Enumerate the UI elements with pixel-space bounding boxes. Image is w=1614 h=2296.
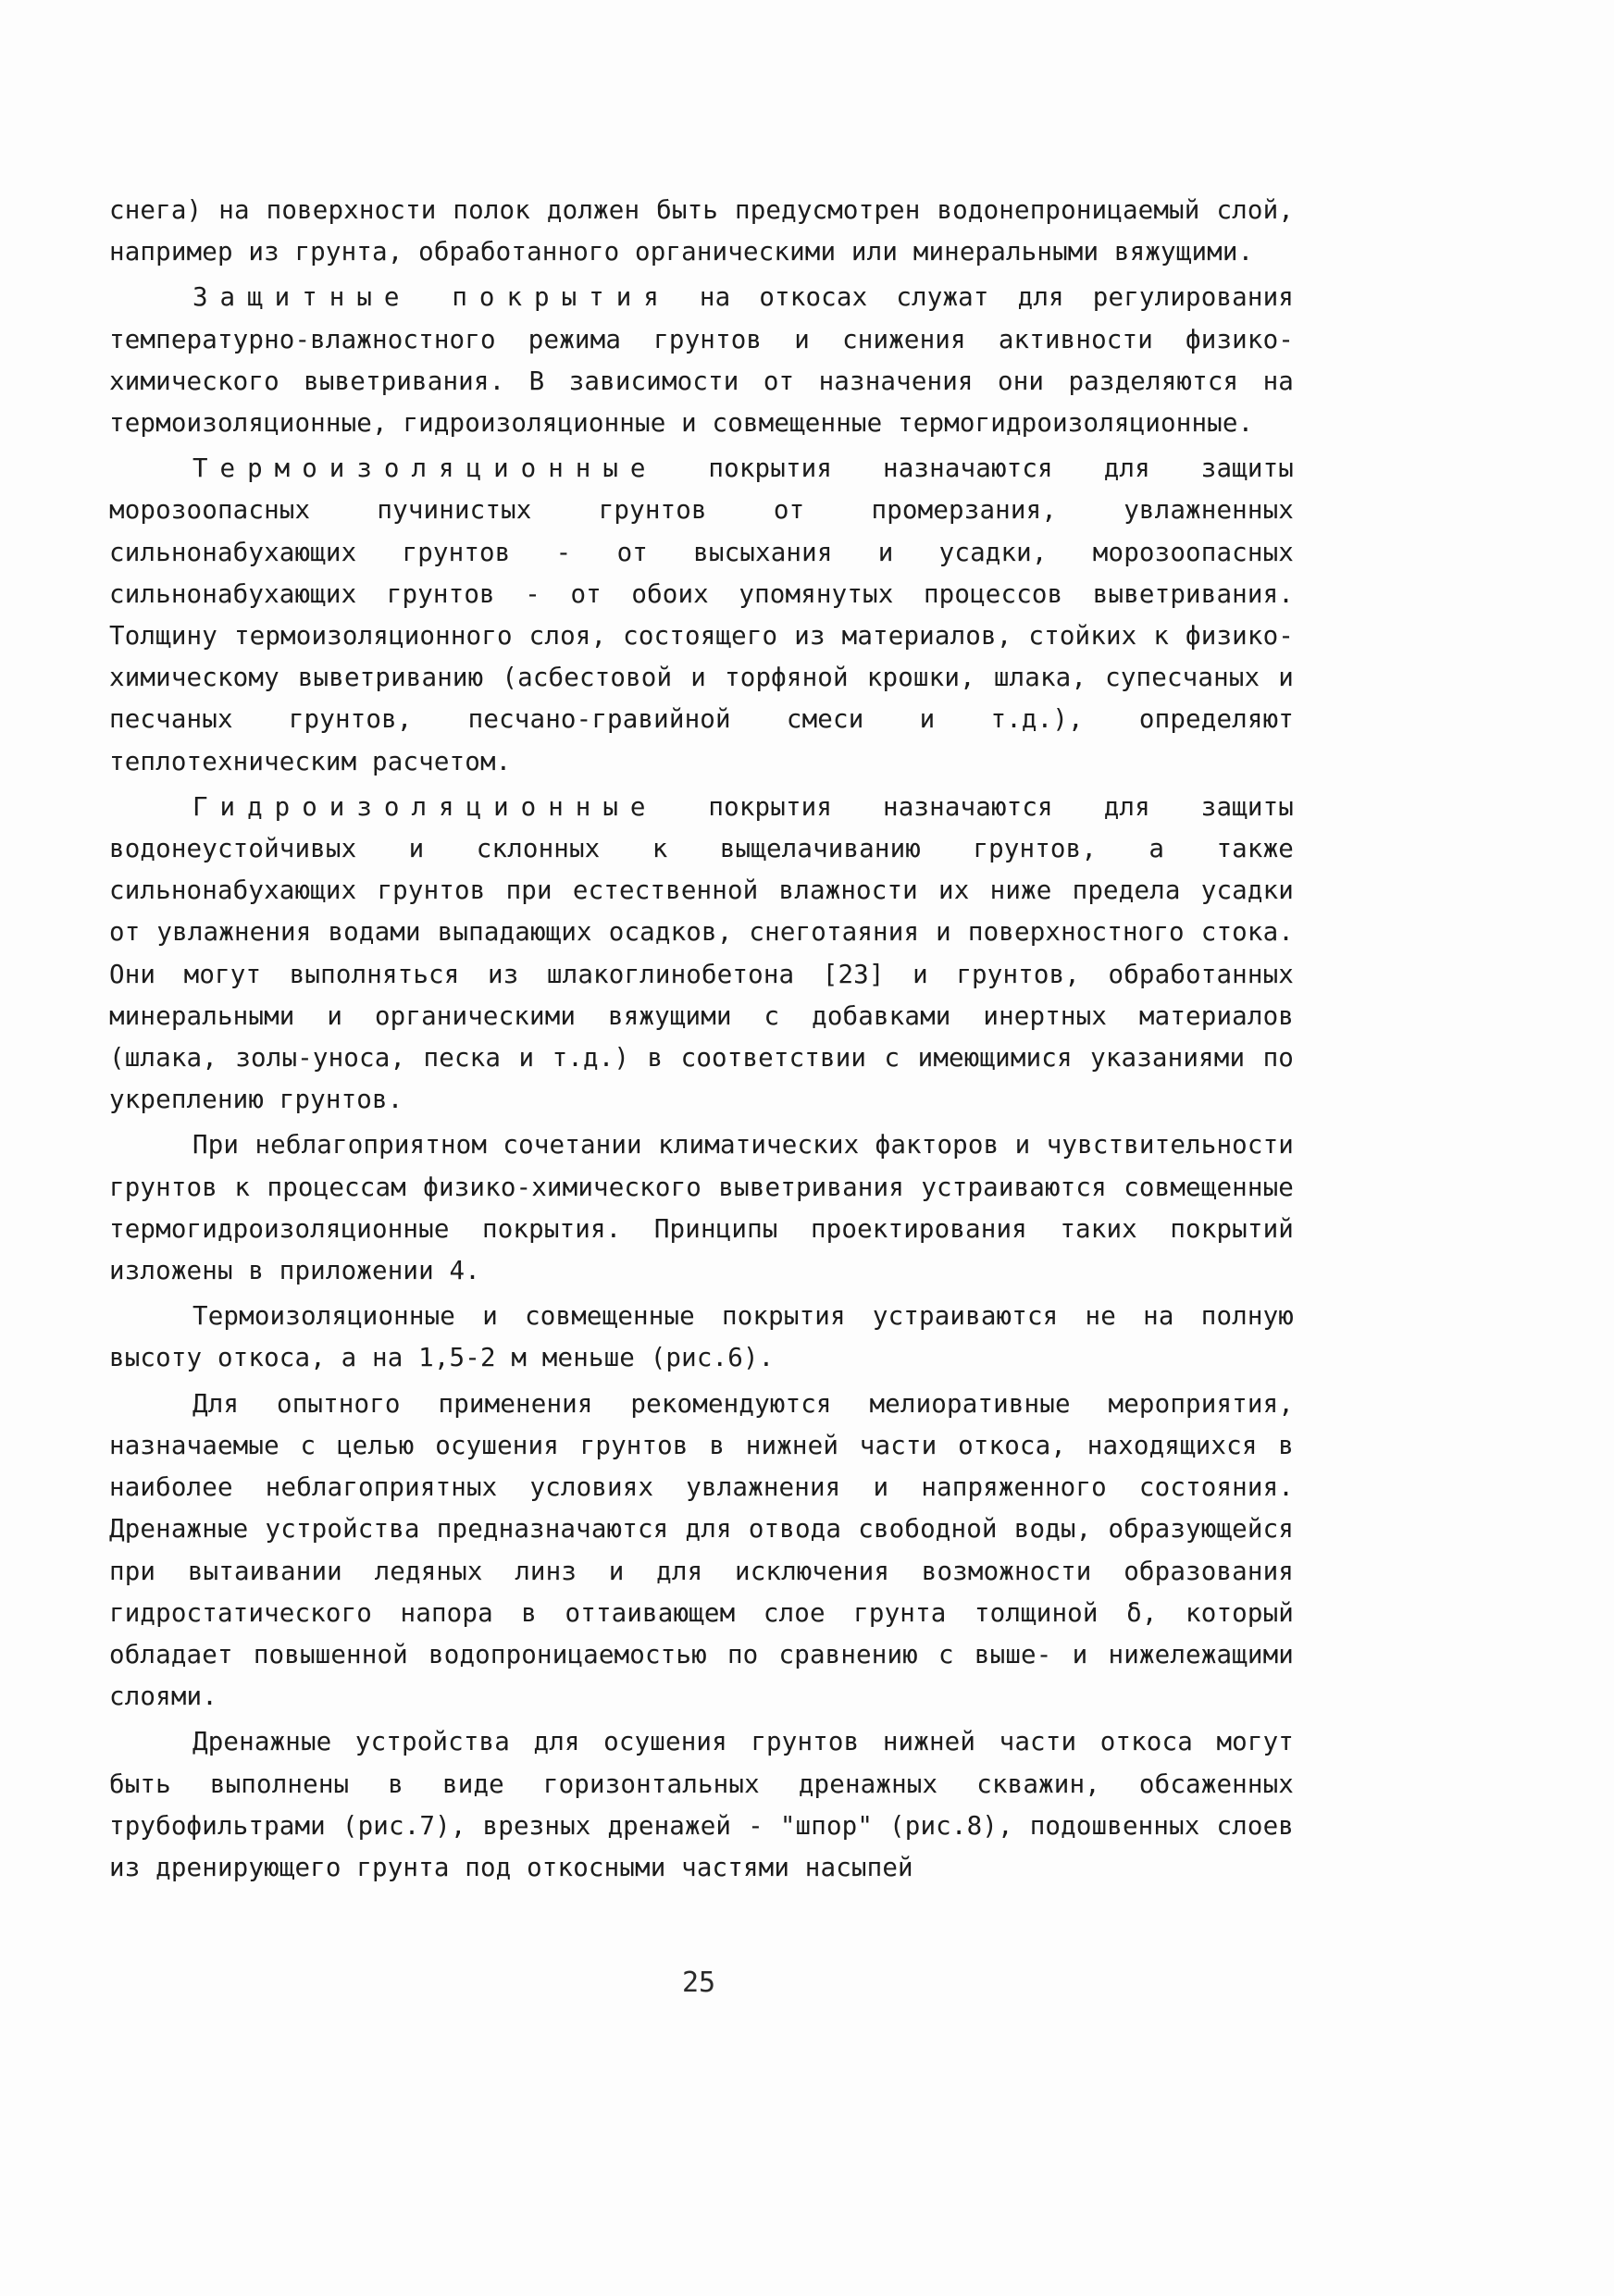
- paragraph-4-lead: Гидроизоляционные: [192, 791, 658, 822]
- paragraph-3-text: покрытия назначаются для защиты морозоопасных пучинистых грунтов от промерзания, увлажненных сильнонабухающих грунтов - от высыхания и усадки, морозоопасных сильнонабухающих грунтов - от обоих упомянутых процессов выветривания. Толщину термоизоляционного слоя, состоящего из материалов, стойких к физико-химическому выветриванию (асбестовой и торфяной крошки, шлака, супесчаных и песчаных грунтов, песчано-гравийной смеси и т.д.), определяют теплотехническим расчетом.: [109, 453, 1294, 776]
- paragraph-6: [109, 1296, 1294, 1379]
- paragraph-5: [109, 1124, 1294, 1292]
- paragraph-2: [109, 277, 1294, 444]
- paragraph-1-text: снега) на поверхности полок должен быть предусмотрен водонепроницаемый слой, например из грунта, обработанного органическими или минеральными вяжущими.: [109, 195, 1294, 267]
- paragraph-5-text: При неблагоприятном сочетании климатических факторов и чувствительности грунтов к процессам физико-химического выветривания устраиваются совмещенные термогидроизоляционные покрытия. Принципы проектирования таких покрытий изложены в приложении 4.: [109, 1130, 1294, 1286]
- body-text: [109, 190, 1294, 1893]
- paragraph-4-text: покрытия назначаются для защиты водонеустойчивых и склонных к выщелачиванию грунтов, а также сильнонабухающих грунтов при естественной влажности их ниже предела усадки от увлажнения водами выпадающих осадков, снеготаяния и поверхностного стока. Они могут выполняться из шлакоглинобетона [23] и грунтов, обработанных минеральными и органическими вяжущими с добавками инертных материалов (шлака, золы-уноса, песка и т.д.) в соответствии с имеющимися указаниями по укреплению грунтов.: [109, 791, 1294, 1115]
- paragraph-1: [109, 190, 1294, 273]
- paragraph-8: [109, 1721, 1294, 1889]
- paragraph-7-text: Для опытного применения рекомендуются мелиоративные мероприятия, назначаемые с целью осушения грунтов в нижней части откоса, находящихся в наиболее неблагоприятных условиях увлажнения и напряженного состояния. Дренажные устройства предназначаются для отвода свободной воды, образующейся при вытаивании ледяных линз и для исключения возможности образования гидростатического напора в оттаивающем слое грунта толщиной δ, который обладает повышенной водопроницаемостью по сравнению с выше- и нижележащими слоями.: [109, 1388, 1294, 1712]
- paragraph-6-text: Термоизоляционные и совмещенные покрытия устраиваются не на полную высоту откоса, а на 1,5-2 м меньше (рис.6).: [109, 1301, 1294, 1373]
- paragraph-8-text: Дренажные устройства для осушения грунтов нижней части откоса могут быть выполнены в виде горизонтальных дренажных скважин, обсаженных трубофильтрами (рис.7), врезных дренажей - "шпор" (рис.8), подошвенных слоев из дренирующего грунта под откосными частями насыпей: [109, 1727, 1294, 1882]
- paragraph-4: [109, 787, 1294, 1122]
- paragraph-2-text: на откосах служат для регулирования температурно-влажностного режима грунтов и снижения активности физико-химического выветривания. В зависимости от назначения они разделяются на термоизоляционные, гидроизоляционные и совмещенные термогидроизоляционные.: [109, 282, 1294, 439]
- paragraph-2-lead: Защитные покрытия: [192, 282, 671, 313]
- page-number: 25: [681, 1967, 716, 1999]
- paragraph-7: [109, 1384, 1294, 1719]
- paragraph-3-lead: Термоизоляционные: [192, 453, 658, 484]
- paragraph-3: [109, 448, 1294, 783]
